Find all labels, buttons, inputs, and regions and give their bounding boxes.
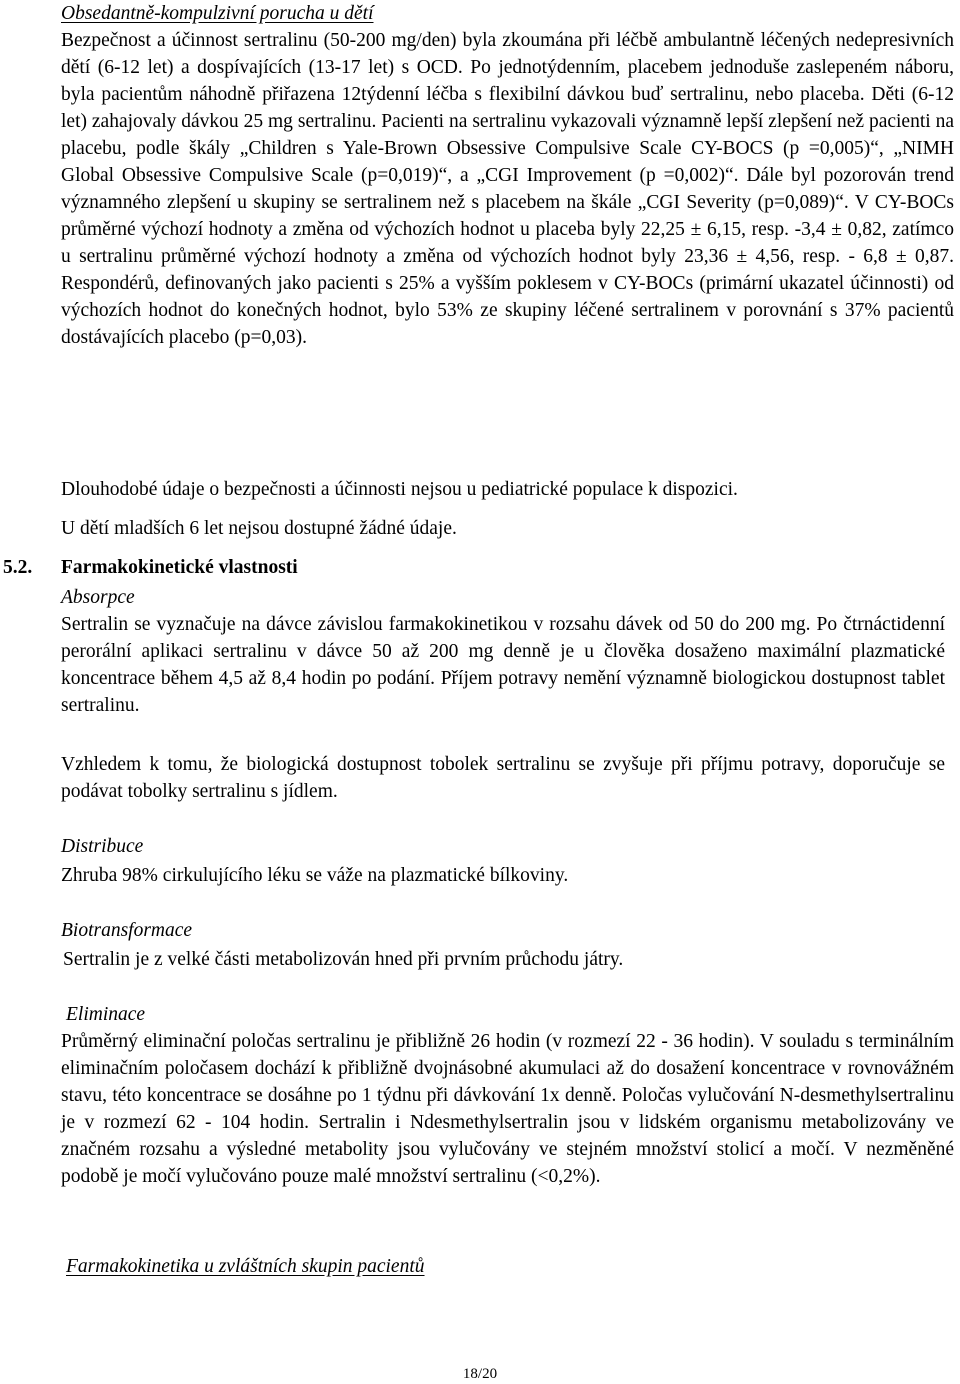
distribution-heading: Distribuce — [61, 836, 144, 857]
biotransformation-paragraph: Sertralin je z velké části metabolizován hned při prvním průchodu játry. — [63, 949, 624, 970]
long-term-note: Dlouhodobé údaje o bezpečnosti a účinnosti nejsou u pediatrické populace k dispozici. — [61, 479, 738, 500]
biotransformation-heading: Biotransformace — [61, 920, 193, 941]
elimination-paragraph: Průměrný eliminační poločas sertralinu je přibližně 26 hodin (v rozmezí 22 - 36 hodin). V souladu s terminálním eliminačním poločasem dochází k přibližně dvojnásobné akumulaci až do dosažení koncentrace v rovnovážném stavu, této koncentrace se dosáhne po 1 týdnu při dávkování 1x denně. Poločas vylučování N-desmethylsertralinu je v rozmezí 62 - 104 hodin. Sertralin i Ndesmethylsertralin jsou v lidském organismu metabolizovány ve značném rozsahu a výsledné metabolity jsou vylučovány ve stejném množství stolicí a močí. V nezměněné podobě je močí vylučováno pouze malé množství sertralinu (<0,2%). — [61, 1031, 954, 1187]
ocd-paragraph: Bezpečnost a účinnost sertralinu (50-200 mg/den) byla zkoumána při léčbě ambulantně léčených nedepresivních dětí (6-12 let) a dospívajících (13-17 let) s OCD. Po jednotýdenním, placebem jednoduše zaslepeném náboru, byla pacientům náhodně přiřazena 12týdenní léčba s flexibilní dávkou buď sertralinu, nebo placeba. Děti (6-12 let) zahajovaly dávkou 25 mg sertralinu. Pacienti na sertralinu vykazovali významně lepší zlepšení než pacienti na placebu, podle škály „Children s Yale-Brown Obsessive Compulsive Scale CY-BOCS (p =0,005)“, „NIMH Global Obsessive Compulsive Scale (p=0,019)“, a „CGI Improvement (p =0,002)“. Dále byl pozorován trend významného zlepšení u skupiny se sertralinem než s placebem na škále „CGI Severity (p=0,089)“. V CY-BOCs průměrné výchozí hodnoty a změna od výchozích hodnot u placeba byly 22,25 ± 6,15, resp. -3,4 ± 0,82, zatímco u sertralinu průměrné výchozí hodnoty a změna od výchozích hodnot byly 23,36 ± 4,56, resp. - 6,8 ± 0,87. Respondérů, definovaných jako pacienti s 25% a vyšším poklesem v CY-BOCs (primární ukazatel účinnosti) od výchozích hodnot do konečných hodnot, bylo 53% ze skupiny léčené sertralinem v porovnání s 37% pacientů dostávajících placebo (p=0,03). — [61, 30, 954, 348]
section-number: 5.2. — [3, 557, 33, 578]
absorption-paragraph: Sertralin se vyznačuje na dávce závislou farmakokinetikou v rozsahu dávek od 50 do 200 mg. Po čtrnáctidenní perorální aplikaci sertralinu v dávce 50 až 200 mg denně je u člověka dosaženo maximální plazmatické koncentrace během 4,5 až 8,4 hodin po podání. Příjem potravy nemění významně biologickou dostupnost tablet sertralinu. — [61, 614, 945, 716]
distribution-paragraph: Zhruba 98% cirkulujícího léku se váže na plazmatické bílkoviny. — [61, 865, 569, 886]
under-six-note: U dětí mladších 6 let nejsou dostupné žádné údaje. — [61, 518, 457, 539]
absorption-food-paragraph: Vzhledem k tomu, že biologická dostupnost tobolek sertralinu se zvyšuje při příjmu potravy, doporučuje se podávat tobolky sertralinu s jídlem. — [61, 754, 945, 802]
elimination-heading: Eliminace — [66, 1004, 146, 1025]
ocd-heading: Obsedantně-kompulzivní porucha u dětí — [61, 3, 374, 24]
page-number: 18/20 — [462, 1366, 498, 1382]
absorption-heading: Absorpce — [61, 587, 135, 608]
section-title: Farmakokinetické vlastnosti — [61, 557, 298, 578]
special-populations-heading: Farmakokinetika u zvláštních skupin pacientů — [66, 1256, 425, 1277]
